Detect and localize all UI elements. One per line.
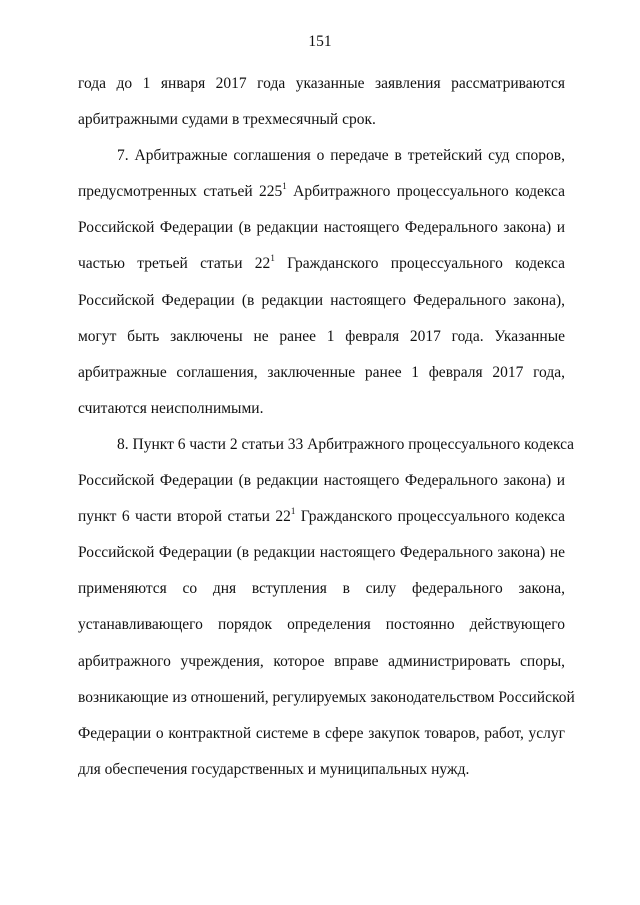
superscript: 1 [290, 505, 296, 516]
text-line: применяются со дня вступления в силу федерального закона, [78, 580, 565, 598]
text-line: могут быть заключены не ранее 1 февраля 2017 года. Указанные [78, 327, 565, 345]
text-line: устанавливающего порядок определения постоянно действующего [78, 616, 565, 634]
text-line: Российской Федерации (в редакции настоящего Федерального закона) и [78, 219, 565, 237]
paragraph-8-start: 8. Пункт 6 части 2 статьи 33 Арбитражного процессуального кодекса [117, 435, 575, 453]
text-line: арбитражные соглашения, заключенные ранее 1 февраля 2017 года, [78, 363, 565, 381]
page-number: 151 [308, 33, 332, 50]
text-line: возникающие из отношений, регулируемых законодательством Российской [78, 688, 575, 706]
text-line: считаются неисполнимыми. [78, 399, 264, 417]
text-line: арбитражного учреждения, которое вправе администрировать споры, [78, 652, 565, 670]
text-line: Федерации о контрактной системе в сфере закупок товаров, работ, услуг [78, 724, 565, 742]
superscript: 1 [282, 181, 287, 192]
text-line: арбитражными судами в трехмесячный срок. [78, 111, 376, 129]
text-line: для обеспечения государственных и муниципальных нужд. [78, 760, 470, 778]
text-line: года до 1 января 2017 года указанные заявления рассматриваются [78, 75, 565, 92]
text-line: частью третьей статьи $22^1$ Гражданского процессуального кодекса [78, 253, 565, 273]
document-body [78, 66, 575, 788]
superscript: 1 [270, 253, 275, 264]
text-line: Российской Федерации (в редакции настоящего Федерального закона) не [78, 544, 565, 562]
text-line: Российской Федерации (в редакции настоящего Федерального закона) и [78, 472, 565, 490]
paragraph-7-start: 7. Арбитражные соглашения о передаче в третейский суд споров, [117, 147, 565, 165]
text-line: предусмотренных статьей $225^1$ Арбитражного процессуального кодекса [78, 181, 566, 201]
text-line: пункт 6 части второй статьи $22^1$ Гражданского процессуального кодекса [78, 505, 565, 526]
text-line: Российской Федерации (в редакции настоящего Федерального закона), [78, 291, 565, 309]
